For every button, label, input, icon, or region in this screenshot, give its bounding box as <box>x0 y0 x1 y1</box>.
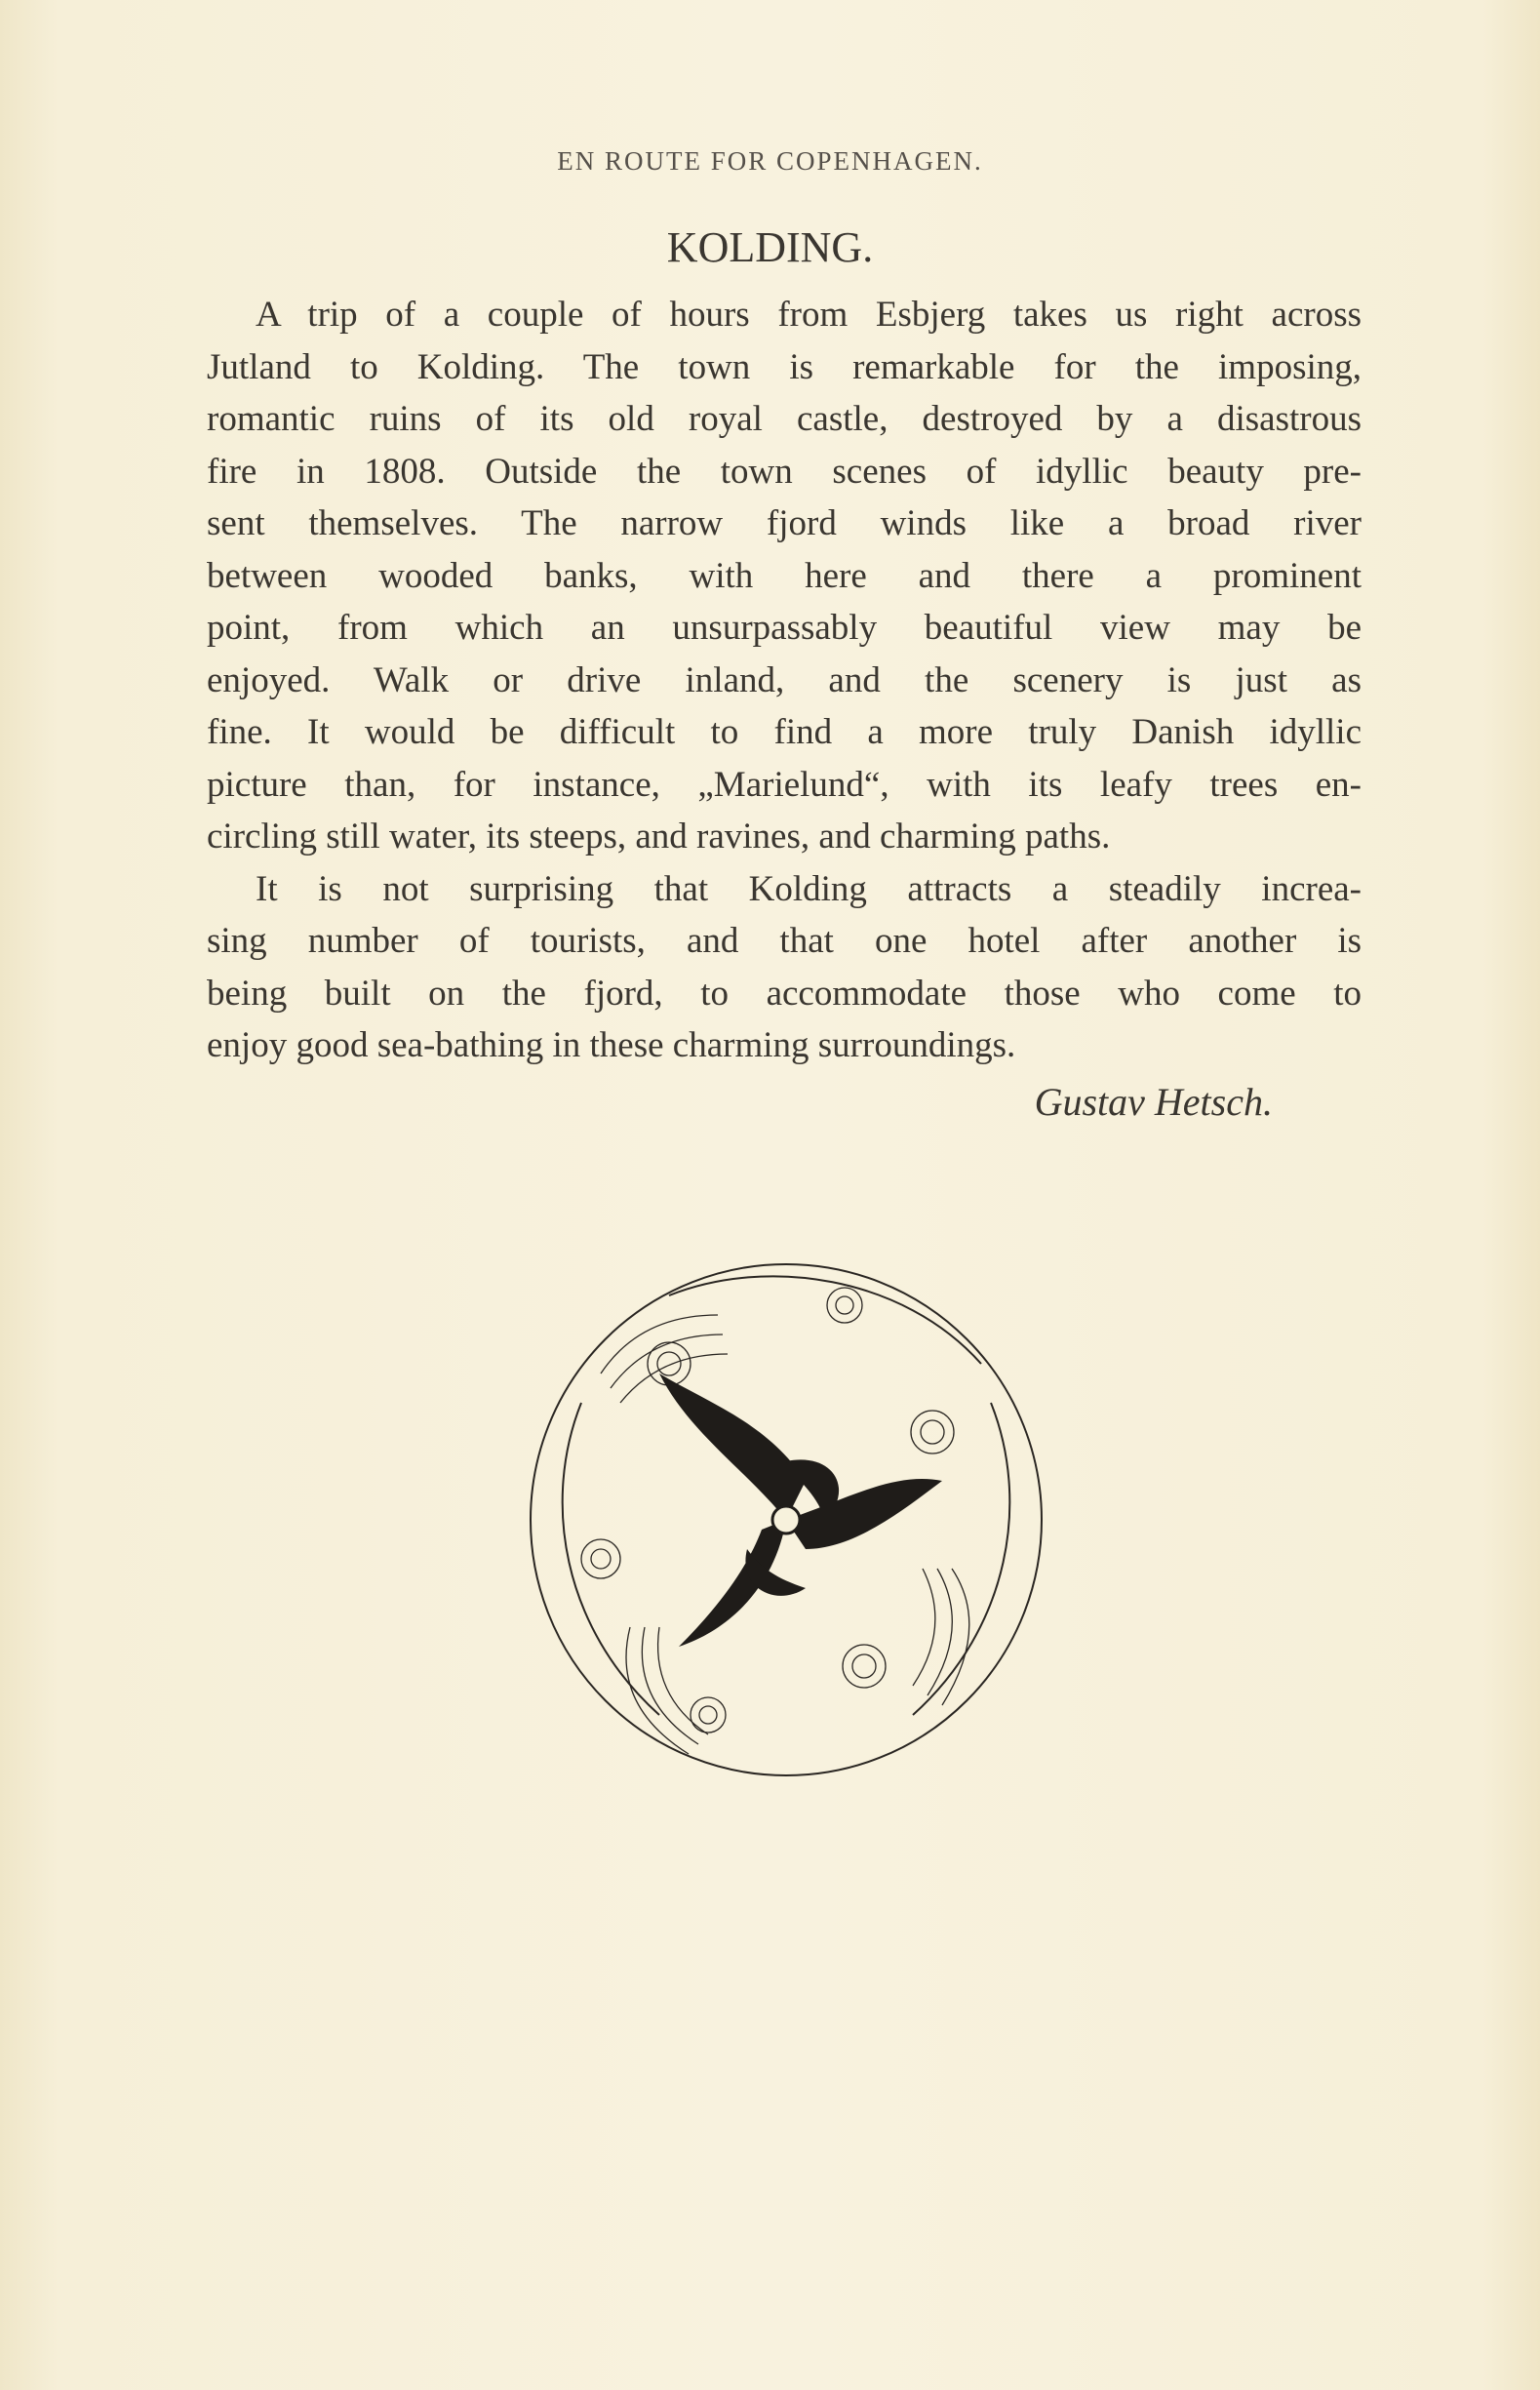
text-line: sent themselves. The narrow fjord winds like a broad river <box>207 503 1362 543</box>
text-line: between wooded banks, with here and there a prominent <box>207 555 1362 596</box>
text-line: fine. It would be difficult to find a more truly Danish idyllic <box>207 712 1362 752</box>
running-head: EN ROUTE FOR COPENHAGEN. <box>557 146 983 176</box>
text-line: circling still water, its steeps, and ravines, and charming paths. <box>207 817 1111 856</box>
text-line: A trip of a couple of hours from Esbjerg takes us right across <box>256 295 1362 335</box>
text-line: romantic ruins of its old royal castle, destroyed by a disastrous <box>207 399 1362 439</box>
text-line: point, from which an unsurpassably beautiful view may be <box>207 608 1362 648</box>
author-signature: Gustav Hetsch. <box>1034 1080 1273 1124</box>
wave-triskele-ornament <box>523 1256 1049 1783</box>
text-line: being built on the fjord, to accommodate those who come to <box>207 973 1362 1014</box>
text-line: sing number of tourists, and that one hotel after another is <box>207 921 1362 961</box>
article-body <box>207 289 1362 1072</box>
text-line: It is not surprising that Kolding attracts a steadily increa- <box>256 868 1362 909</box>
text-line: enjoy good sea-bathing in these charming surroundings. <box>207 1025 1016 1065</box>
text-line: fire in 1808. Outside the town scenes of idyllic beauty pre- <box>207 451 1362 492</box>
text-line: Jutland to Kolding. The town is remarkable for the imposing, <box>207 346 1362 387</box>
text-line: enjoyed. Walk or drive inland, and the scenery is just as <box>207 659 1362 700</box>
text-line: picture than, for instance, „Marielund“, with its leafy trees en- <box>207 764 1362 805</box>
section-title: KOLDING. <box>666 223 874 271</box>
